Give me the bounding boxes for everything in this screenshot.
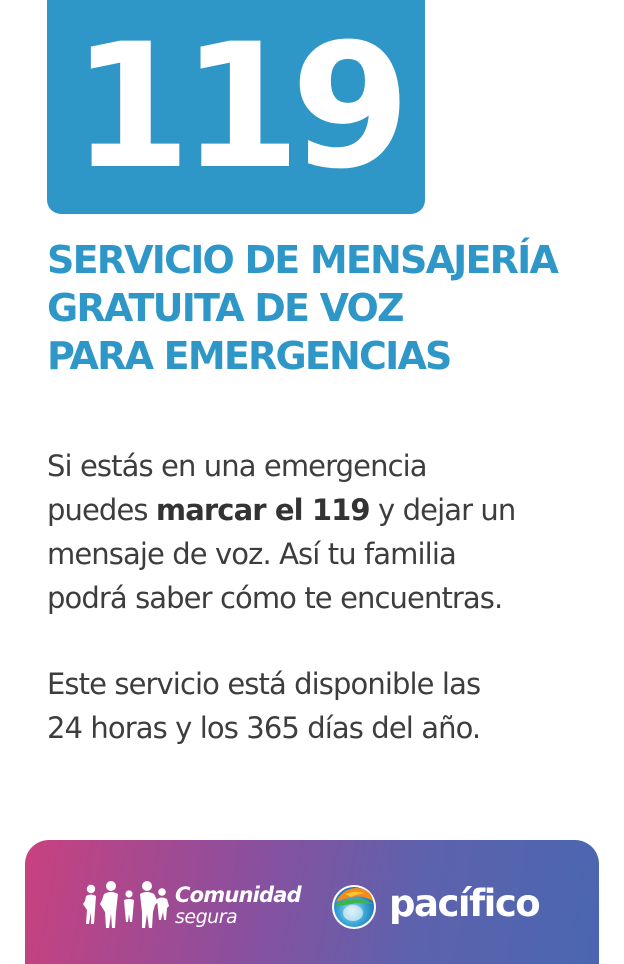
text-line: Este servicio está disponible las <box>47 667 481 701</box>
text-line: 24 horas y los 365 días del año. <box>47 711 481 745</box>
description-paragraph <box>47 444 607 620</box>
text-line <box>47 488 607 532</box>
text-line: mensaje de voz. Así tu familia <box>47 537 456 571</box>
pacifico-sphere-icon <box>331 884 377 930</box>
number-badge <box>47 0 425 214</box>
availability-paragraph <box>47 662 607 750</box>
headline-line: SERVICIO DE MENSAJERÍA <box>47 238 558 282</box>
emergency-number: 119 <box>71 6 401 207</box>
headline-line: GRATUITA DE VOZ <box>47 286 403 330</box>
headline <box>47 236 607 380</box>
footer-banner <box>25 840 599 964</box>
family-icon <box>83 880 169 932</box>
pacifico-logo <box>331 882 551 932</box>
pacifico-wordmark: pacífico <box>389 882 540 925</box>
text-fragment: puedes <box>47 493 156 527</box>
headline-line: PARA EMERGENCIAS <box>47 334 451 378</box>
highlighted-text: marcar el 119 <box>155 493 370 527</box>
text-line: podrá saber cómo te encuentras. <box>47 581 503 615</box>
comunidad-segura-text <box>175 884 301 928</box>
comunidad-segura-logo <box>83 880 303 936</box>
logo-text-line: segura <box>175 906 238 928</box>
text-fragment: y dejar un <box>369 493 516 527</box>
text-line: Si estás en una emergencia <box>47 449 427 483</box>
logo-text-line: Comunidad <box>175 883 301 907</box>
